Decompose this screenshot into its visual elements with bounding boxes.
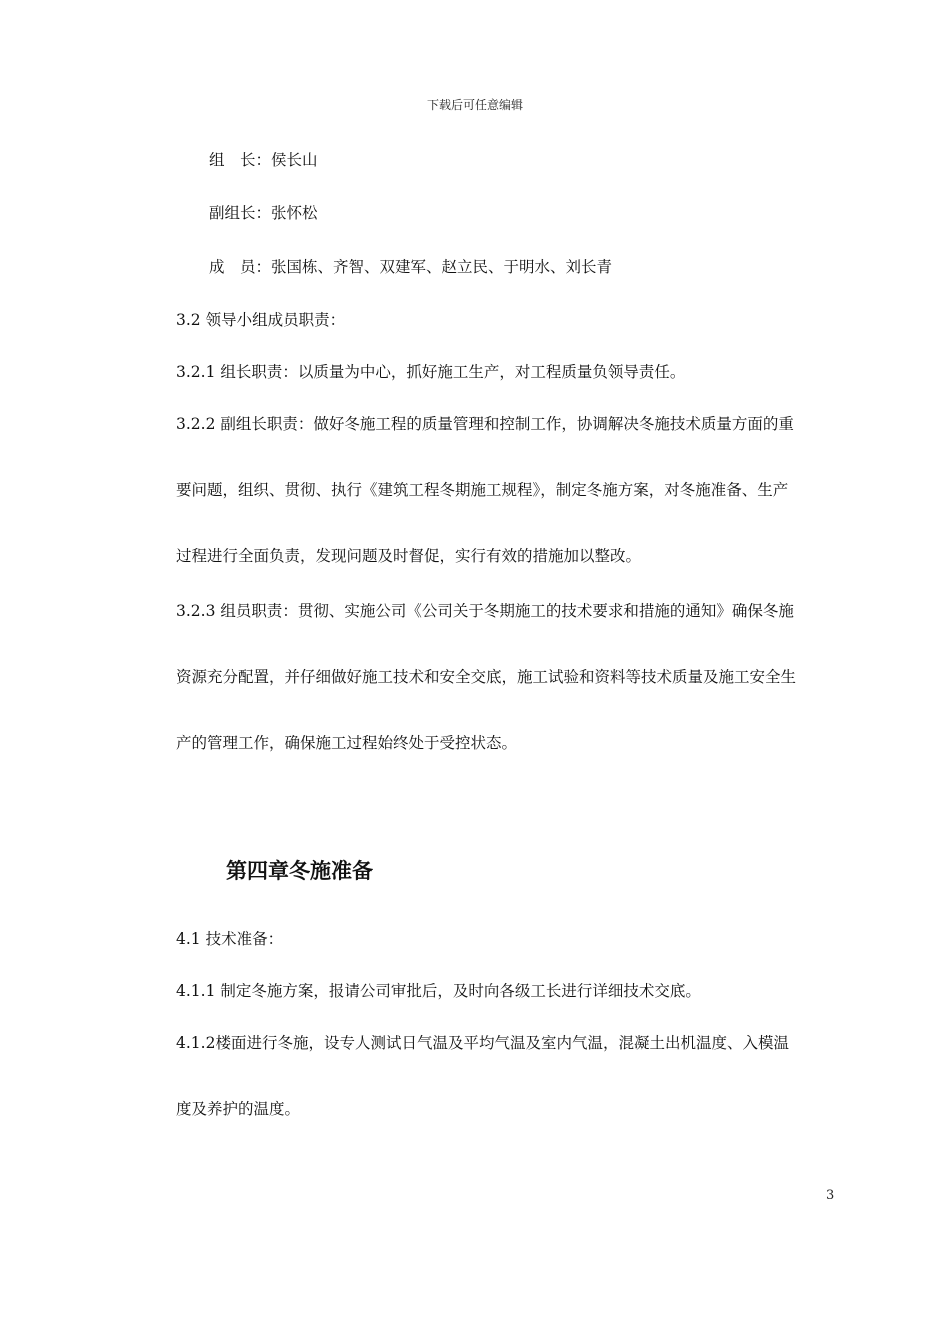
team-leader-line: 组 长：侯长山 xyxy=(209,151,318,169)
item-3-2-1: 3.2.1 组长职责：以质量为中心，抓好施工生产，对工程质量负领导责任。 xyxy=(176,363,686,381)
team-members-line: 成 员：张国栋、齐智、双建军、赵立民、于明水、刘长青 xyxy=(209,258,613,276)
item-3-2-2-line-3: 过程进行全面负责，发现问题及时督促，实行有效的措施加以整改。 xyxy=(176,547,642,565)
item-3-2-3-line-2: 资源充分配置，并仔细做好施工技术和安全交底，施工试验和资料等技术质量及施工安全生 xyxy=(176,668,797,686)
page-number: 3 xyxy=(826,1188,835,1203)
item-4-1-2-line-2: 度及养护的温度。 xyxy=(176,1100,301,1118)
item-3-2-2-line-2: 要问题，组织、贯彻、执行《建筑工程冬期施工规程》，制定冬施方案，对冬施准备、生产 xyxy=(176,481,789,499)
chapter-4-title: 第四章冬施准备 xyxy=(226,859,373,883)
item-3-2-2-line-1: 3.2.2 副组长职责：做好冬施工程的质量管理和控制工作，协调解决冬施技术质量方面的重 xyxy=(176,415,794,433)
item-3-2-3-line-1: 3.2.3 组员职责：贯彻、实施公司《公司关于冬期施工的技术要求和措施的通知》确保冬施 xyxy=(176,602,794,620)
item-4-1-2-line-1: 4.1.2楼面进行冬施，设专人测试日气温及平均气温及室内气温，混凝土出机温度、入模温 xyxy=(176,1034,789,1052)
section-3-2-heading: 3.2 领导小组成员职责： xyxy=(176,311,346,329)
team-deputy-line: 副组长：张怀松 xyxy=(209,204,318,222)
item-3-2-3-line-3: 产的管理工作，确保施工过程始终处于受控状态。 xyxy=(176,734,518,752)
item-4-1-1: 4.1.1 制定冬施方案，报请公司审批后，及时向各级工长进行详细技术交底。 xyxy=(176,982,701,1000)
header-note: 下载后可任意编辑 xyxy=(426,98,523,112)
section-4-1-heading: 4.1 技术准备： xyxy=(176,930,284,948)
